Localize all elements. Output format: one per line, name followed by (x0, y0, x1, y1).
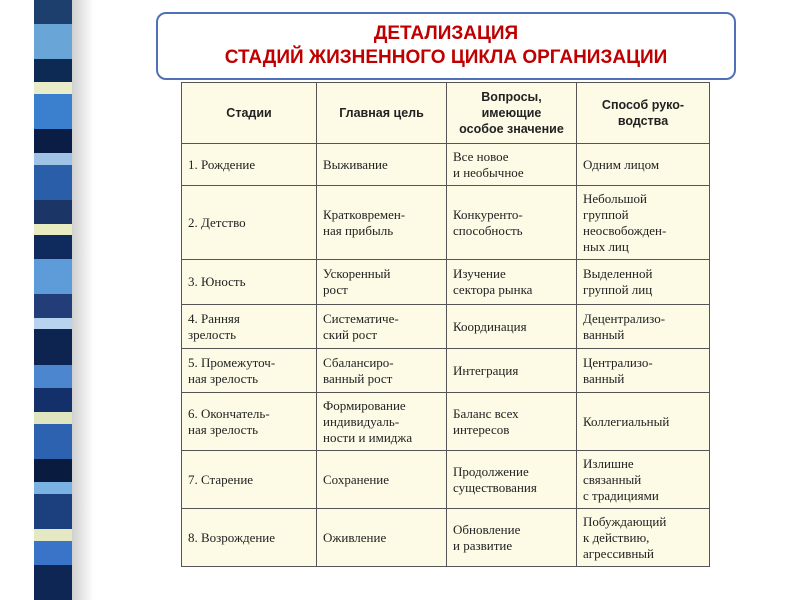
header-stages: Стадии (182, 83, 317, 144)
cell-management: Централизо- ванный (577, 349, 710, 393)
cell-stage: 5. Промежуточ- ная зрелость (182, 349, 317, 393)
table-row (182, 451, 710, 509)
stripe-block (34, 165, 72, 200)
cell-goal: Кратковремен- ная прибыль (317, 186, 447, 260)
cell-stage: 1. Рождение (182, 144, 317, 186)
cell-goal: Выживание (317, 144, 447, 186)
table-row (182, 393, 710, 451)
cell-management: Излишне связанный с традициями (577, 451, 710, 509)
cell-stage: 6. Окончатель- ная зрелость (182, 393, 317, 451)
cell-stage: 3. Юность (182, 260, 317, 305)
cell-stage: 7. Старение (182, 451, 317, 509)
decorative-stripe-shadow (72, 0, 94, 600)
stripe-block (34, 318, 72, 330)
decorative-stripe (34, 0, 72, 600)
table-row (182, 144, 710, 186)
cell-stage: 4. Ранняя зрелость (182, 305, 317, 349)
cell-questions: Баланс всех интересов (447, 393, 577, 451)
cell-management: Коллегиальный (577, 393, 710, 451)
lifecycle-table (181, 82, 710, 567)
table-row (182, 349, 710, 393)
stripe-block (34, 294, 72, 318)
cell-goal: Оживление (317, 509, 447, 567)
cell-goal: Формирование индивидуаль- ности и имиджа (317, 393, 447, 451)
stripe-block (34, 82, 72, 94)
stripe-block (34, 494, 72, 529)
table-row (182, 305, 710, 349)
title-line-1: ДЕТАЛИЗАЦИЯ (373, 23, 519, 44)
stripe-block (34, 529, 72, 541)
table-row (182, 509, 710, 567)
cell-questions: Конкуренто- способность (447, 186, 577, 260)
cell-goal: Систематиче- ский рост (317, 305, 447, 349)
stripe-block (34, 59, 72, 83)
stripe-block (34, 224, 72, 236)
cell-questions: Все новое и необычное (447, 144, 577, 186)
stripe-block (34, 412, 72, 424)
header-management-style: Способ руко- водства (577, 83, 710, 144)
title-box (156, 12, 736, 80)
cell-management: Децентрализо- ванный (577, 305, 710, 349)
stripe-block (34, 235, 72, 259)
cell-management: Одним лицом (577, 144, 710, 186)
table-header-row (182, 83, 710, 144)
stripe-block (34, 0, 72, 24)
cell-goal: Сбалансиро- ванный рост (317, 349, 447, 393)
cell-management: Выделенной группой лиц (577, 260, 710, 305)
cell-goal: Сохранение (317, 451, 447, 509)
header-key-questions: Вопросы, имеющие особое значение (447, 83, 577, 144)
stripe-block (34, 424, 72, 459)
stripe-block (34, 200, 72, 224)
title-line-2: СТАДИЙ ЖИЗНЕННОГО ЦИКЛА ОРГАНИЗАЦИИ (224, 47, 668, 68)
cell-questions: Изучение сектора рынка (447, 260, 577, 305)
stripe-block (34, 541, 72, 565)
cell-goal: Ускоренный рост (317, 260, 447, 305)
stripe-block (34, 388, 72, 412)
stripe-block (34, 24, 72, 59)
stripe-block (34, 129, 72, 153)
table-row (182, 186, 710, 260)
stripe-block (34, 153, 72, 165)
cell-questions: Координация (447, 305, 577, 349)
cell-stage: 2. Детство (182, 186, 317, 260)
stripe-block (34, 482, 72, 494)
stripe-block (34, 259, 72, 294)
stripe-block (34, 459, 72, 483)
cell-management: Побуждающий к действию, агрессивный (577, 509, 710, 567)
cell-questions: Продолжение существования (447, 451, 577, 509)
stripe-block (34, 94, 72, 129)
header-main-goal: Главная цель (317, 83, 447, 144)
stripe-block (34, 365, 72, 389)
stripe-block (34, 565, 72, 600)
cell-questions: Обновление и развитие (447, 509, 577, 567)
table-row (182, 260, 710, 305)
cell-management: Небольшой группой неосвобожден- ных лиц (577, 186, 710, 260)
stripe-block (34, 329, 72, 364)
cell-stage: 8. Возрождение (182, 509, 317, 567)
cell-questions: Интеграция (447, 349, 577, 393)
